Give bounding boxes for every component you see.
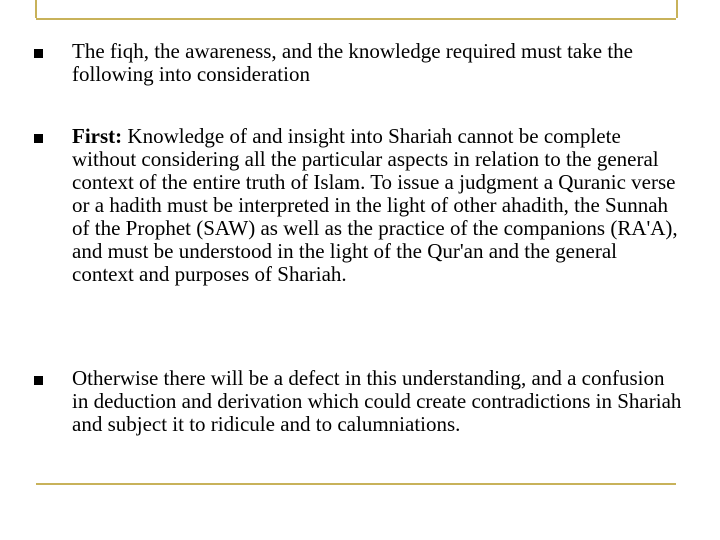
bullet-text-3 <box>72 367 684 436</box>
bullet-square-icon <box>34 376 43 385</box>
bottom-rule <box>36 483 676 485</box>
top-right-rule-accent <box>676 0 678 18</box>
top-left-rule-accent <box>35 0 37 18</box>
bullet-square-icon <box>34 134 43 143</box>
bullet-2-text: Knowledge of and insight into Shariah cannot be complete without considering all the particular aspects in relation to the general context of the entire truth of Islam. To issue a judgment a Quranic verse or a hadith must be interpreted in the light of other ahadith, the Sunnah of the Prophet (SAW) as well as the practice of the companions (RA'A), and must be understood in the light of the Qur'an and the general context and purposes of Shariah. <box>72 124 678 286</box>
bullet-text-2 <box>72 125 684 286</box>
bullet-2-lead: First: <box>72 124 123 148</box>
bullet-3-text: Otherwise there will be a defect in this understanding, and a confusion in deduction and derivation which could create contradictions in Shariah and subject it to ridicule and to calumniations. <box>72 366 682 436</box>
bullet-1-text: The fiqh, the awareness, and the knowledge required must take the following into consideration <box>72 39 633 86</box>
bullet-text-1 <box>72 40 684 86</box>
bullet-square-icon <box>34 49 43 58</box>
top-rule <box>36 18 676 20</box>
